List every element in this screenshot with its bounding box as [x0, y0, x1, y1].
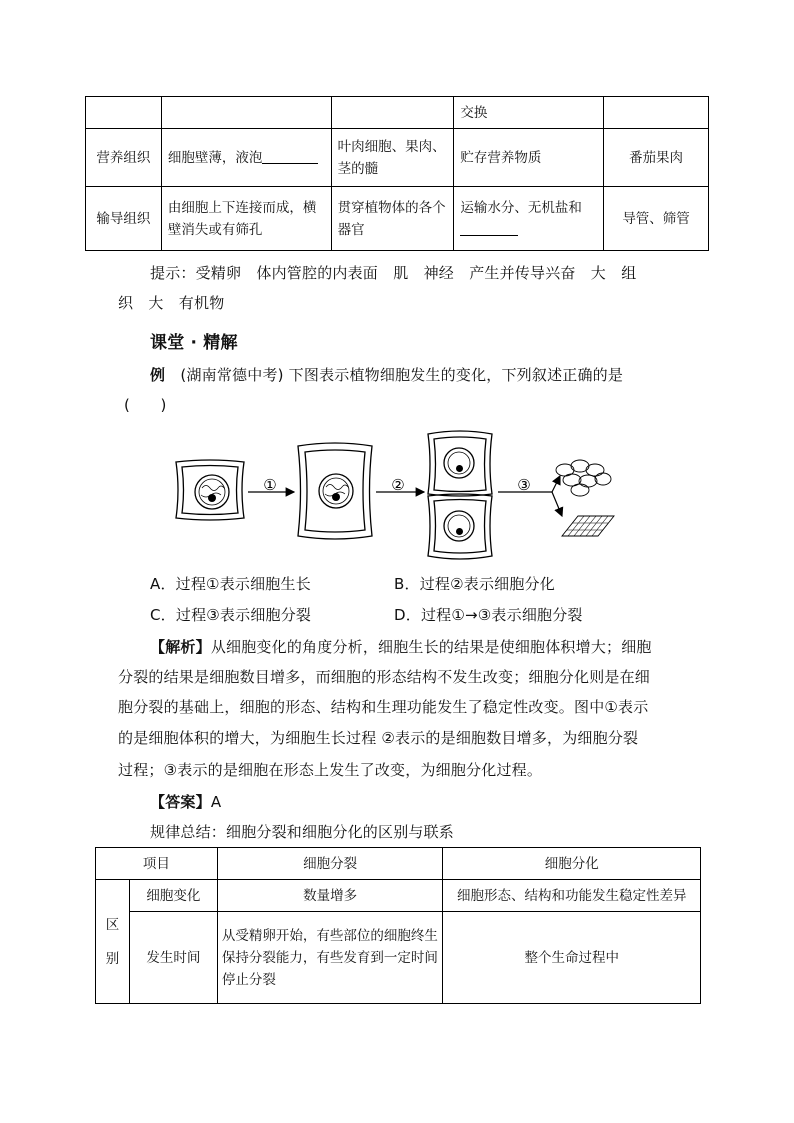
row-name: 细胞变化 [129, 880, 217, 912]
nucleolus [456, 528, 463, 535]
table-row [96, 880, 701, 912]
option-a: A．过程①表示细胞生长 [150, 575, 311, 593]
analysis-line-4: 的是细胞体积的增大，为细胞生长过程 ②表示的是细胞数目增多，为细胞分裂 [118, 729, 639, 747]
table-row [86, 129, 709, 187]
option-b: B．过程②表示细胞分化 [394, 575, 555, 593]
analysis-line-2: 分裂的结果是细胞数目增多，而细胞的形态结构不发生改变；细胞分化则是在细 [118, 668, 651, 686]
tissue-table [85, 96, 709, 251]
comparison-table [95, 847, 701, 1004]
table-header-row [96, 848, 701, 880]
differentiation-value: 细胞形态、结构和功能发生稳定性差异 [443, 880, 701, 912]
table-cell [604, 97, 709, 129]
example-label: 例 [150, 366, 166, 384]
section-title: 课堂 · 精解 [150, 333, 238, 353]
row-name: 发生时间 [129, 912, 217, 1004]
table-cell [331, 97, 454, 129]
summary-title: 规律总结：细胞分裂和细胞分化的区别与联系 [150, 823, 455, 841]
header-division: 细胞分裂 [217, 848, 443, 880]
table-cell [161, 97, 331, 129]
group-label: 区 别 [96, 880, 130, 1004]
table-row [86, 187, 709, 251]
step-2-label: ② [391, 476, 405, 494]
hint-line-1: 提示：受精卵 体内管腔的内表面 肌 神经 产生并传导兴奋 大 组 [150, 264, 637, 282]
differentiation-value: 整个生命过程中 [443, 912, 701, 1004]
table-row [96, 912, 701, 1004]
tissue-structure: 由细胞上下连接而成，横壁消失或有筛孔 [161, 187, 331, 251]
tissue-name: 输导组织 [86, 187, 162, 251]
table-cell: 交换 [454, 97, 604, 129]
header-item: 项目 [96, 848, 218, 880]
tissue-name: 营养组织 [86, 129, 162, 187]
example-question [150, 364, 623, 385]
table-cell [86, 97, 162, 129]
answer-blank [460, 221, 518, 236]
tissue-location: 叶肉细胞、果肉、茎的髓 [331, 129, 454, 187]
answer-value: A [210, 793, 222, 811]
nucleolus [456, 465, 463, 472]
option-c: C．过程③表示细胞分裂 [150, 606, 312, 624]
step-1-label: ① [263, 476, 277, 494]
tissue-function: 贮存营养物质 [454, 129, 604, 187]
step-3-label: ③ [517, 476, 531, 494]
tissue-example: 番茄果肉 [604, 129, 709, 187]
grown-cell [298, 443, 372, 539]
table-row [86, 97, 709, 129]
nucleolus [208, 494, 216, 502]
division-value: 从受精卵开始，有些部位的细胞终生保持分裂能力，有些发育到一定时间停止分裂 [217, 912, 443, 1004]
small-cell [176, 460, 244, 520]
answer-paren: ( ) [124, 396, 167, 414]
hint-line-2: 织 大 有机物 [118, 294, 225, 312]
analysis-label: 【解析】 [150, 638, 211, 656]
example-text: (湖南常德中考) 下图表示植物细胞发生的变化，下列叙述正确的是 [165, 366, 624, 384]
analysis-line-1: 【解析】从细胞变化的角度分析，细胞生长的结果是使细胞体积增大；细胞 [150, 638, 652, 656]
differentiated-cells [556, 460, 614, 536]
divided-cells [428, 431, 492, 559]
tissue-function: 运输水分、无机盐和 [454, 187, 604, 251]
answer-line [150, 791, 221, 812]
header-differentiation: 细胞分化 [443, 848, 701, 880]
tissue-location: 贯穿植物体的各个器官 [331, 187, 454, 251]
analysis-line-5: 过程；③表示的是细胞在形态上发生了改变，为细胞分化过程。 [118, 761, 543, 779]
cell-change-diagram [170, 428, 630, 563]
answer-label: 【答案】 [150, 793, 211, 811]
analysis-line-3: 胞分裂的基础上，细胞的形态、结构和生理功能发生了稳定性改变。图中①表示 [118, 698, 649, 716]
nucleolus [332, 493, 340, 501]
division-value: 数量增多 [217, 880, 443, 912]
answer-blank [262, 149, 318, 164]
tissue-example: 导管、筛管 [604, 187, 709, 251]
tissue-structure: 细胞壁薄，液泡 [161, 129, 331, 187]
option-d: D．过程①→③表示细胞分裂 [394, 606, 583, 624]
